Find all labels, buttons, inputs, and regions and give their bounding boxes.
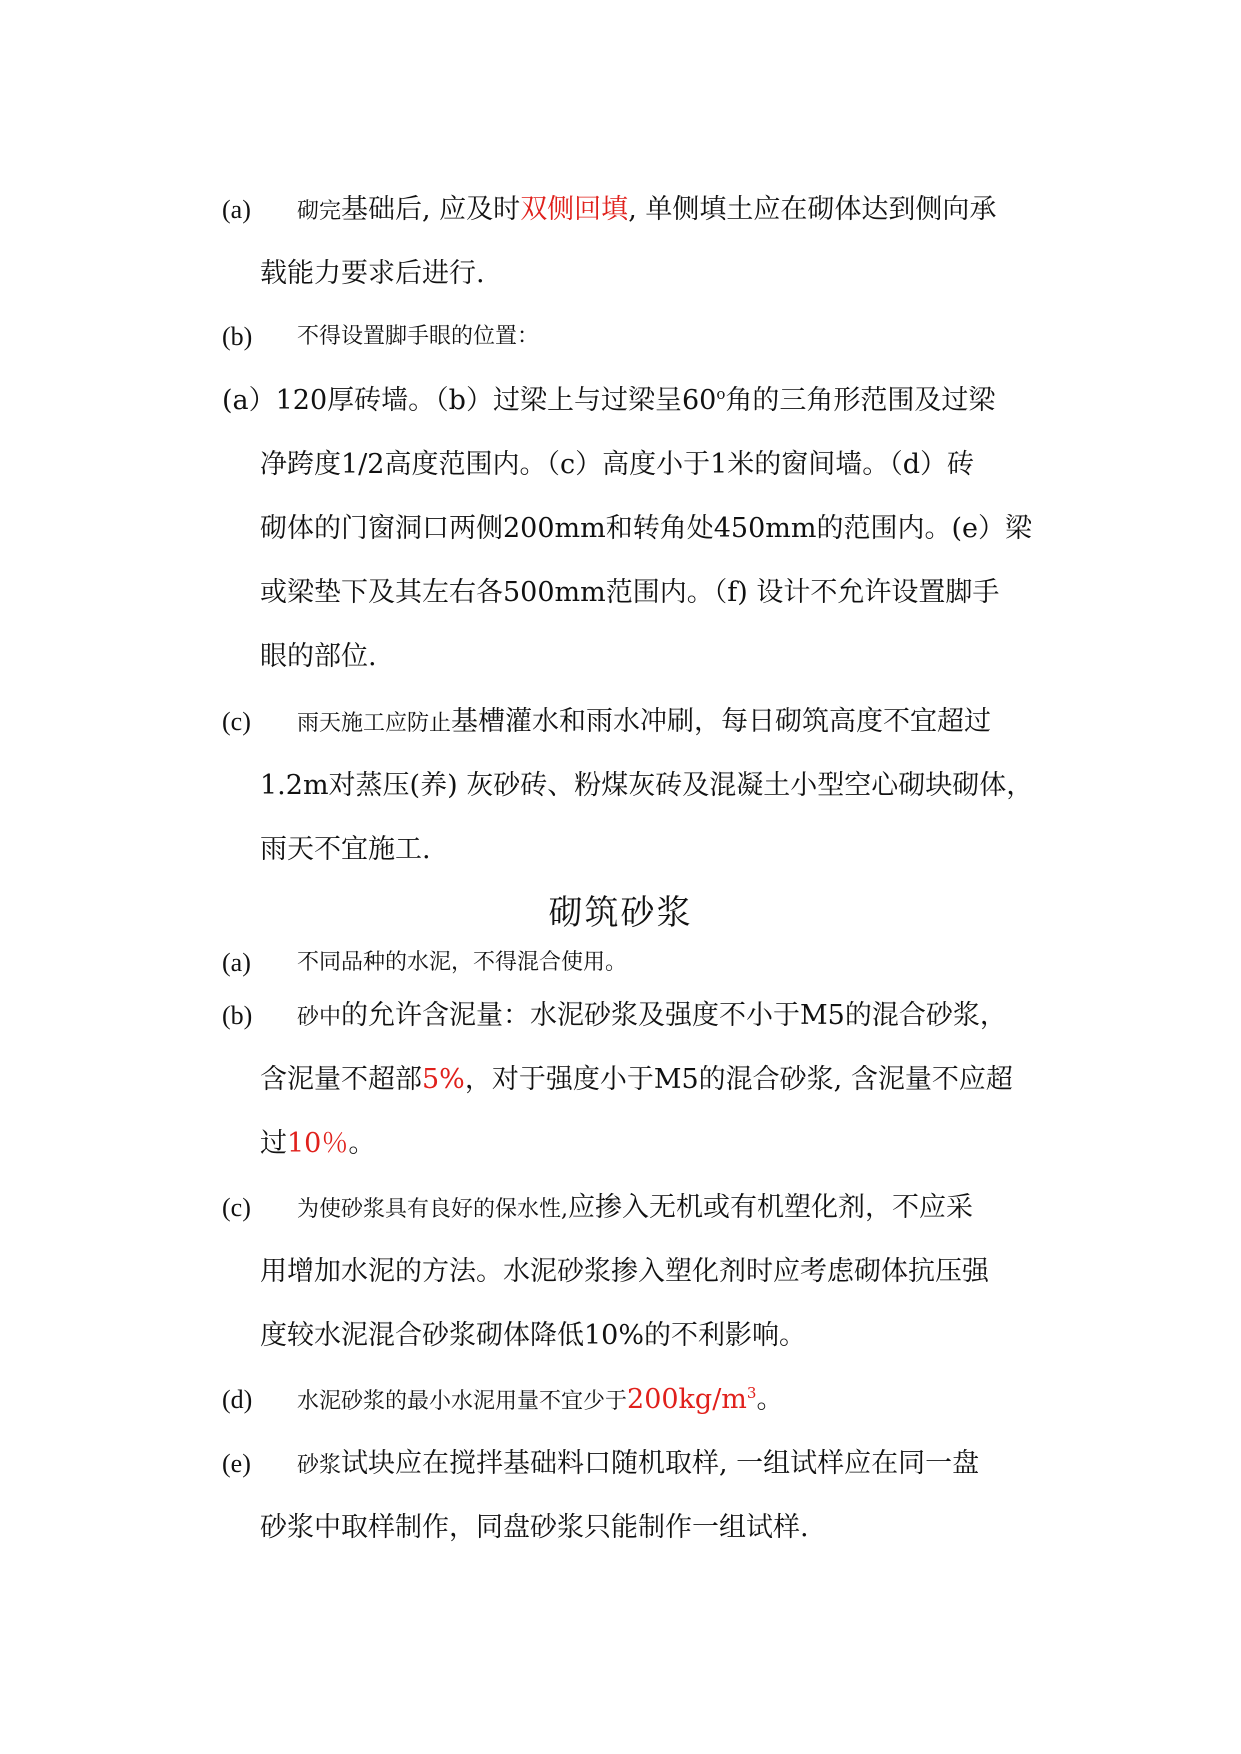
item-sand-clay-content: (b) 砂中的允许含泥量：水泥砂浆及强度不小于M5的混合砂浆， 含泥量不超部5%，对于强度小于M5的混合砂浆, 含泥量不应超 过10％。: [222, 984, 1052, 1176]
item-min-cement: (d) 水泥砂浆的最小水泥用量不宜少于$200kg/m^3$。: [222, 1368, 1052, 1432]
item-label: (c): [222, 1193, 251, 1222]
item-backfill: [222, 178, 1052, 306]
item-label: (c): [222, 707, 251, 736]
item-rainy-construction: (c) 雨天施工应防止基槽灌水和雨水冲刷，每日砌筑高度不宜超过 1.2m对蒸压(养) 灰砂砖、粉煤灰砖及混凝土小型空心砌块砌体， 雨天不宜施工.: [222, 690, 1052, 882]
highlight-text: 10％: [287, 1128, 349, 1159]
highlight-text: $200kg/m^3$: [627, 1384, 757, 1415]
item-label: (d): [222, 1385, 253, 1414]
item-backfill-line-1: (a) 砌完基础后, 应及时双侧回填, 单侧填土应在砌体达到侧向承: [222, 178, 1052, 242]
item-label: (b): [222, 1001, 253, 1030]
section-heading: 砌筑砂浆: [548, 893, 693, 933]
item-plasticizer: (c) 为使砂浆具有良好的保水性,应掺入无机或有机塑化剂，不应采 用增加水泥的方法。水泥砂浆掺入塑化剂时应考虑砌体抗压强 度较水泥混合砂浆砌体降低10%的不利影响。: [222, 1176, 1052, 1368]
item-cement-types: (a) 不同品种的水泥，不得混合使用。: [222, 940, 1052, 986]
highlight-text: 双侧回填: [520, 194, 629, 225]
item-label: (a): [222, 195, 251, 224]
item-scaffold-holes: (b) 不得设置脚手眼的位置： (a）120厚砖墙。（b）过梁上与过梁呈60$^o$角的三角形范围及过梁 净跨度1/2高度范围内。（c）高度小于1米的窗间墙。（d）砖 砌体的门窗洞口两侧200mm和转角处450mm的范围内。(e）梁 或梁垫下及其左右各500mm范围内。（f) 设计不允许设置脚手 眼的部位.: [222, 305, 1052, 689]
item-label: (a): [222, 948, 251, 977]
item-label: (e): [222, 1449, 251, 1478]
item-label: (b): [222, 322, 253, 351]
item-test-samples: (e) 砂浆试块应在搅拌基础料口随机取样, 一组试样应在同一盘 砂浆中取样制作，同盘砂浆只能制作一组试样.: [222, 1432, 1052, 1560]
item-backfill-line-2: 载能力要求后进行.: [260, 258, 485, 289]
highlight-text: 5%: [422, 1064, 465, 1095]
